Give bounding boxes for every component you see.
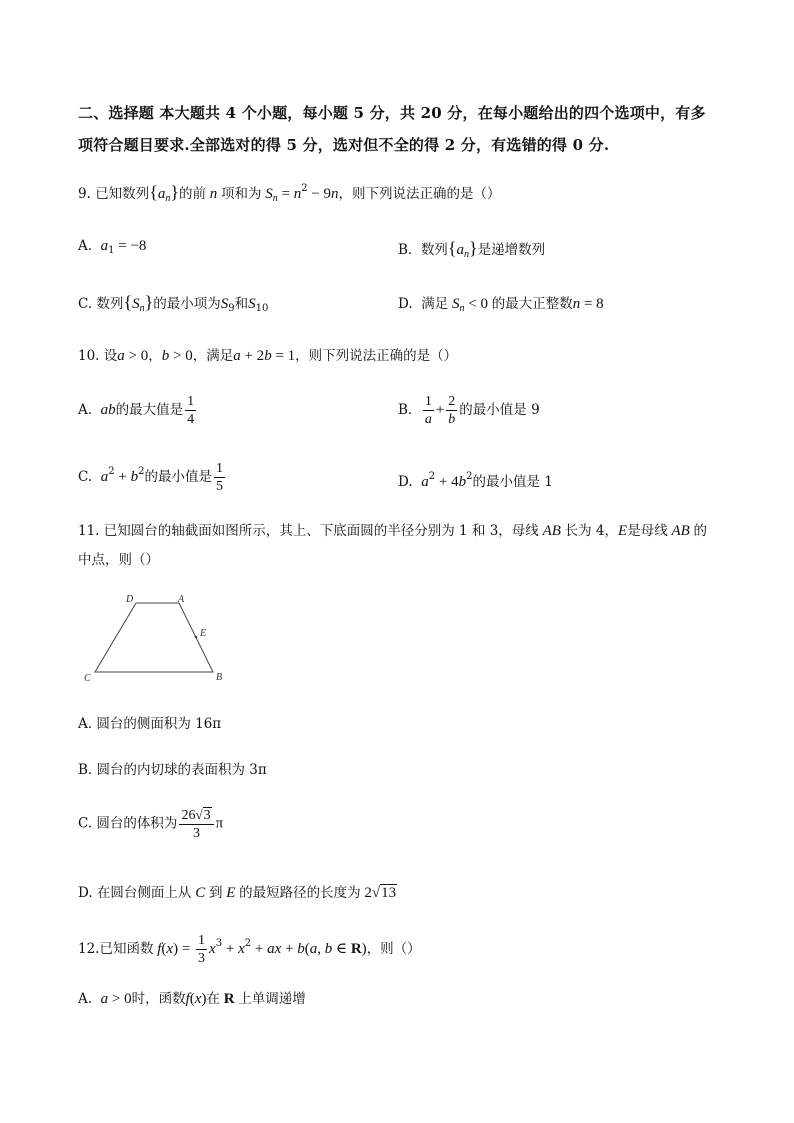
question-9-option-b: B. 数列$\{a_n\}$是递增数列 bbox=[398, 238, 546, 260]
option-text: 上单调递增 bbox=[238, 991, 306, 1007]
option-label: D. bbox=[398, 296, 413, 312]
stem-text: 长为 4， bbox=[564, 523, 619, 539]
stem-text: 设 bbox=[103, 348, 118, 364]
question-12-option-a: A. a > 0时，函数f(x)在 R 上单调递增 bbox=[78, 991, 306, 1007]
option-text: C. 圆台的体积为 bbox=[78, 815, 178, 832]
question-11-option-a: A. 圆台的侧面积为 16π bbox=[78, 716, 222, 732]
question-9-option-d: D. 满足 $S_n < 0$ 的最大正整数n = 8 bbox=[398, 296, 604, 314]
question-12-stem: 12.已知函数 f(x) = $\frac{1}{3}$ $x^3 + x^2$ + ax + b(a, b ∈ R)，则（） bbox=[78, 933, 421, 966]
option-text: 的最小项为 bbox=[153, 296, 221, 312]
midpoint-e-dot bbox=[195, 636, 198, 639]
option-text: 和 bbox=[234, 296, 249, 312]
label-e: E bbox=[200, 628, 207, 639]
option-text: D. 在圆台侧面上从 bbox=[78, 885, 192, 901]
stem-text: ，则下列说法正确的是（） bbox=[295, 348, 458, 364]
question-9-option-a: A. $a_1 = -8$ bbox=[78, 238, 147, 256]
stem-text: 项和为 bbox=[220, 186, 262, 202]
option-text: 的最短路径的长度为 bbox=[239, 885, 361, 901]
option-text: 的最小值是 bbox=[144, 469, 212, 485]
question-11-option-b: B. 圆台的内切球的表面积为 3π bbox=[78, 762, 267, 778]
option-text: 数列 bbox=[96, 296, 124, 312]
option-label: B. bbox=[398, 402, 413, 418]
frustum-cross-section-diagram bbox=[72, 588, 232, 688]
question-11-option-d: D. 在圆台侧面上从 C 到 E 的最短路径的长度为 2√13 bbox=[78, 885, 397, 901]
label-b: B bbox=[216, 672, 223, 683]
option-label: B. bbox=[398, 242, 413, 258]
section-heading-line1: 二、选择题 本大题共 4 个小题，每小题 5 分，共 20 分，在每小题给出的四个选项中，有多 bbox=[78, 104, 706, 122]
question-11-stem-line2: 中点，则（） bbox=[78, 552, 159, 568]
stem-text: ，则下列说法正确的是（） bbox=[338, 186, 501, 202]
stem-text: 是母线 bbox=[627, 523, 668, 539]
option-label: C. bbox=[78, 296, 93, 312]
stem-text: 11. 已知圆台的轴截面如图所示，其上、下底面圆的半径分别为 1 和 3，母线 bbox=[78, 523, 539, 539]
question-10-option-d: D. $a^2 + 4b^2$的最小值是 1 bbox=[398, 471, 553, 490]
option-label: A. bbox=[78, 991, 93, 1007]
stem-text: ，满足 bbox=[192, 348, 234, 364]
stem-text: ， bbox=[148, 348, 162, 364]
option-label: A. bbox=[78, 402, 93, 418]
section-heading-line2: 项符合题目要求.全部选对的得 5 分，选对但不全的得 2 分，有选错的得 0 分. bbox=[78, 136, 610, 154]
stem-text: ，则（） bbox=[366, 941, 421, 957]
option-text: 到 bbox=[208, 885, 223, 901]
option-text: 的最大值是 bbox=[115, 402, 184, 418]
option-text: 在 bbox=[206, 991, 220, 1007]
option-text: 满足 bbox=[421, 296, 449, 312]
question-number: 9. bbox=[78, 186, 91, 202]
option-label: C. bbox=[78, 469, 93, 485]
option-label: D. bbox=[398, 474, 413, 490]
question-10-option-b: B. $\frac{1}{a}$ + $\frac{2}{b}$ 的最小值是 9 bbox=[398, 394, 540, 427]
option-text: 的最小值是 9 bbox=[459, 402, 540, 418]
question-10-option-a: A. ab的最大值是 $\frac{1}{4}$ bbox=[78, 394, 195, 427]
question-number: 12. bbox=[78, 941, 100, 957]
option-text: 的最大正整数 bbox=[491, 296, 573, 312]
question-11-option-c: C. 圆台的体积为 $\frac{26√3}{3}$ π bbox=[78, 807, 224, 841]
option-text: 的最小值是 1 bbox=[472, 474, 553, 490]
label-d: D bbox=[126, 594, 134, 605]
label-a: A bbox=[178, 594, 185, 605]
option-text: 数列 bbox=[420, 242, 448, 258]
option-text: 时，函数 bbox=[131, 991, 186, 1007]
label-c: C bbox=[84, 673, 91, 684]
stem-text: 已知函数 bbox=[99, 941, 154, 957]
option-label: A. bbox=[78, 238, 93, 254]
stem-text: 的前 bbox=[178, 186, 206, 202]
question-10-stem: 10. 设a > 0，b > 0，满足a + 2b = 1，则下列说法正确的是（） bbox=[78, 348, 458, 364]
question-10-option-c: C. $a^2 + b^2$的最小值是 $\frac{1}{5}$ bbox=[78, 461, 223, 494]
option-text: 是递增数列 bbox=[477, 242, 546, 258]
question-number: 10. bbox=[78, 348, 100, 364]
question-11-stem-line1: 11. 已知圆台的轴截面如图所示，其上、下底面圆的半径分别为 1 和 3，母线 AB 长为 4，E是母线 AB 的 bbox=[78, 523, 708, 539]
stem-text: 已知数列 bbox=[95, 186, 150, 202]
stem-text: 的 bbox=[693, 523, 708, 539]
question-9-option-c: C. 数列$\{S_n\}$的最小项为$S_9$和$S_{10}$ bbox=[78, 292, 269, 314]
question-9-stem: 9. 已知数列$\{a_n\}$的前 n 项和为 $S_n = n^2 - 9n$，则下列说法正确的是（） bbox=[78, 182, 501, 204]
